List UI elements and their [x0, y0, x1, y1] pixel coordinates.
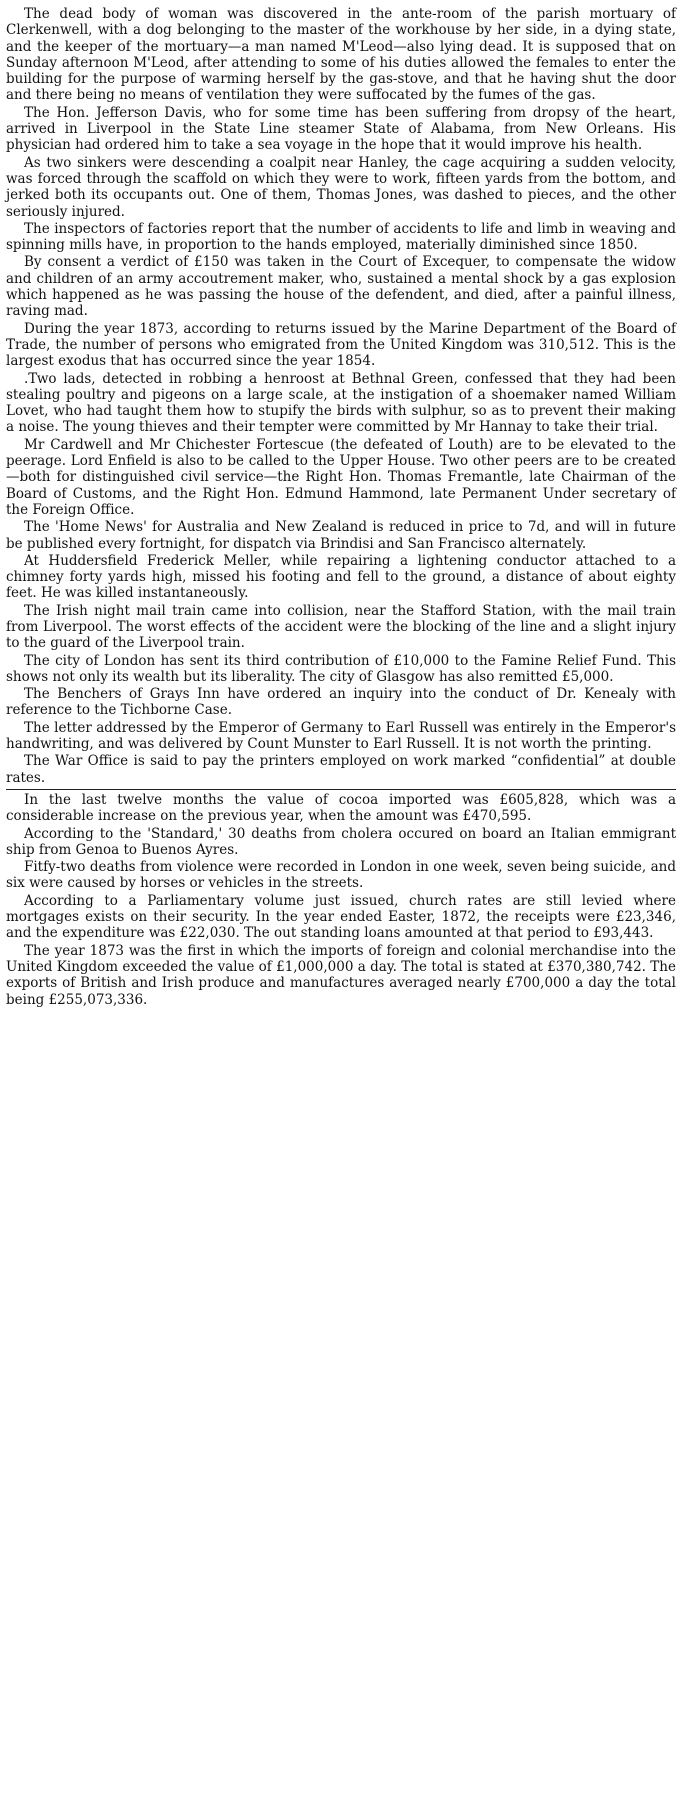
column-divider: [6, 789, 676, 790]
news-item: The year 1873 was the first in which the imports of foreign and colonial merchandise into the United Kingdom exceeded the value of £1,000,000 a day. The total is stated at £370,380,742. The exports of British and Irish produce and manufactures averaged nearly £700,000 a day the total being £255,073,336.: [6, 942, 676, 1008]
news-item: In the last twelve months the value of cocoa imported was £605,828, which was a considerable increase on the previous year, when the amount was £470,595.: [6, 791, 676, 825]
news-item: The letter addressed by the Emperor of Germany to Earl Russell was entirely in the Emperor's handwriting, and was delivered by Count Munster to Earl Russell. It is not worth the printing.: [6, 719, 676, 753]
news-item: During the year 1873, according to returns issued by the Marine Department of the Board of Trade, the number of persons who emigrated from the United Kingdom was 310,512. This is the largest exodus that has occurred since the year 1854.: [6, 320, 676, 370]
news-item: By consent a verdict of £150 was taken in the Court of Excequer, to compensate the widow and children of an army accoutrement maker, who, sustained a mental shock by a gas explosion which happened as he was passing the house of the defendent, and died, after a painful illness, raving mad.: [6, 254, 676, 320]
news-item: The inspectors of factories report that the number of accidents to life and limb in weaving and spinning mills have, in proportion to the hands employed, materially diminished since 1850.: [6, 220, 676, 254]
news-item: Fitfy-two deaths from violence were recorded in London in one week, seven being suicide, and six were caused by horses or vehicles in the streets.: [6, 859, 676, 892]
news-item: According to a Parliamentary volume just issued, church rates are still levied where mortgages exists on their security. In the year ended Easter, 1872, the receipts were £23,346, and the expenditure was £22,030. The out standing loans amounted at that period to £93,443.: [6, 892, 676, 942]
news-item: The city of London has sent its third contribution of £10,000 to the Famine Relief Fund. This shows not only its wealth but its liberality. The city of Glasgow has also remitted £5,000.: [6, 652, 676, 685]
news-item: The War Office is said to pay the printers employed on work marked “confidential” at double rates.: [6, 753, 676, 786]
news-item: The Hon. Jefferson Davis, who for some time has been suffering from dropsy of the heart, arrived in Liverpool in the State Line steamer State of Alabama, from New Orleans. His physician had ordered him to take a sea voyage in the hope that it would improve his health.: [6, 104, 676, 154]
news-item: The dead body of woman was discovered in the ante-room of the parish mortuary of Clerkenwell, with a dog belonging to the master of the workhouse by her side, in a dying state, and the keeper of the mortuary—a man named M'Leod—also lying dead. It is supposed that on Sunday afternoon M'Leod, after attending to some of his duties allowed the females to enter the building for the purpose of warming herself by the gas-stove, and that he having shut the door and there being no means of ventilation they were suffocated by the fumes of the gas.: [6, 6, 676, 104]
news-item: The Irish night mail train came into collision, near the Stafford Station, with the mail train from Liverpool. The worst effects of the accident were the blocking of the line and a slight injury to the guard of the Liverpool train.: [6, 602, 676, 652]
news-item: Mr Cardwell and Mr Chichester Fortescue (the defeated of Louth) are to be elevated to the peerage. Lord Enfield is also to be called to the Upper House. Two other peers are to be created—both for distinguished civil service—the Right Hon. Thomas Fremantle, late Chairman of the Board of Customs, and the Right Hon. Edmund Hammond, late Permanent Under secretary of the Foreign Office.: [6, 436, 676, 518]
news-item: .Two lads, detected in robbing a henroost at Bethnal Green, confessed that they had been stealing poultry and pigeons on a large scale, at the instigation of a shoemaker named William Lovet, who had taught them how to stupify the birds with sulphur, so as to prevent their making a noise. The young thieves and their tempter were committed by Mr Hannay to take their trial.: [6, 370, 676, 436]
news-item: According to the 'Standard,' 30 deaths from cholera occured on board an Italian emmigrant ship from Genoa to Buenos Ayres.: [6, 825, 676, 858]
news-item: The Benchers of Grays Inn have ordered an inquiry into the conduct of Dr. Kenealy with reference to the Tichborne Case.: [6, 686, 676, 719]
news-item: The 'Home News' for Australia and New Zealand is reduced in price to 7d, and will in future be published every fortnight, for dispatch via Brindisi and San Francisco alternately.: [6, 519, 676, 552]
news-item: As two sinkers were descending a coalpit near Hanley, the cage acquiring a sudden velocity, was forced through the scaffold on which they were to work, fifteen yards from the bottom, and jerked both its occupants out. One of them, Thomas Jones, was dashed to pieces, and the other seriously injured.: [6, 154, 676, 220]
news-item: At Huddersfield Frederick Meller, while repairing a lightening conductor attached to a chimney forty yards high, missed his footing and fell to the ground, a distance of about eighty feet. He was killed instantaneously.: [6, 552, 676, 602]
